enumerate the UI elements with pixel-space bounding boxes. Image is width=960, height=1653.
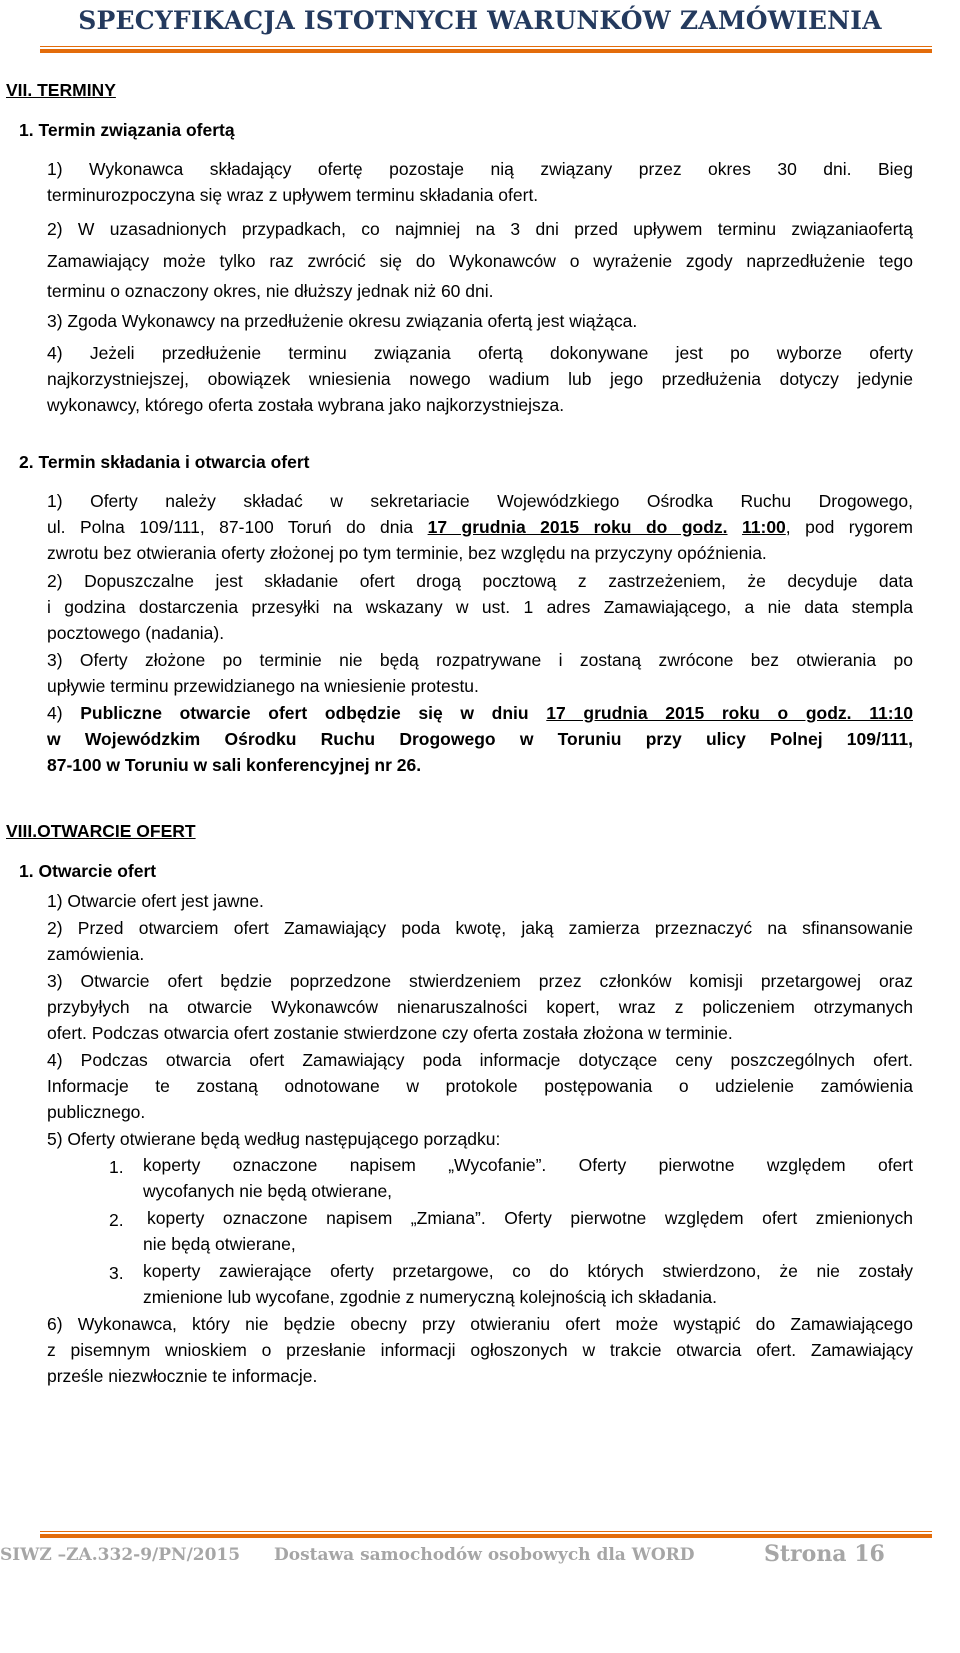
- paragraph-line-opening: [47, 700, 913, 727]
- subsection-heading-termin-skladania: 2. Termin składania i otwarcia ofert: [19, 452, 310, 472]
- footer-reference: SIWZ –ZA.332-9/PN/2015: [0, 1545, 241, 1565]
- paragraph-line: 6) Wykonawca, który nie będzie obecny przy otwieraniu ofert może wystąpić do Zamawiającego: [47, 1314, 913, 1334]
- paragraph-line: 2) W uzasadnionych przypadkach, co najmniej na 3 dni przed upływem terminu związaniaofertą: [47, 219, 913, 239]
- list-item-number: 3.: [109, 1263, 124, 1283]
- footer-rule-thin: [40, 1531, 932, 1532]
- paragraph-line: i godzina dostarczenia przesyłki na wskazany w ust. 1 adres Zamawiającego, a nie data stempla: [47, 597, 913, 617]
- paragraph-line: 2) Dopuszczalne jest składanie ofert drogą pocztową z zastrzeżeniem, że decyduje data: [47, 571, 913, 591]
- paragraph-line: terminurozpoczyna się wraz z upływem terminu składania ofert.: [47, 185, 539, 205]
- footer-page-number: Strona 16: [764, 1541, 885, 1567]
- paragraph-line: 3) Zgoda Wykonawcy na przedłużenie okresu związania ofertą jest wiążąca.: [47, 311, 638, 331]
- deadline-date: 17 grudnia 2015 roku do godz.: [427, 517, 728, 537]
- list-item-line: koperty oznaczone napisem „Wycofanie”. Oferty pierwotne względem ofert: [143, 1155, 913, 1175]
- text-run: ul. Polna 109/111, 87-100 Toruń do dnia: [47, 517, 428, 537]
- paragraph-line: najkorzystniejszej, obowiązek wniesienia nowego wadium lub jego przedłużenia dotyczy jedynie: [47, 369, 913, 389]
- list-item-line: koperty zawierające oferty przetargowe, co do których stwierdzono, że nie zostały: [143, 1261, 913, 1281]
- paragraph-line: 3) Oferty złożone po terminie nie będą rozpatrywane i zostaną zwrócone bez otwierania po: [47, 650, 913, 670]
- subsection-heading-otwarcie-ofert: 1. Otwarcie ofert: [19, 861, 157, 881]
- header-rule-thin: [40, 46, 932, 47]
- paragraph-line: Informacje te zostaną odnotowane w protokole postępowania o udzielenie zamówienia: [47, 1076, 913, 1096]
- paragraph-line: terminu o oznaczony okres, nie dłuższy jednak niż 60 dni.: [47, 281, 494, 301]
- text-run: [728, 517, 742, 537]
- footer-rule-thick: [40, 1534, 932, 1538]
- paragraph-line: 4) Jeżeli przedłużenie terminu związania ofertą dokonywane jest po wyborze oferty: [47, 343, 913, 363]
- list-item-line: zmienione lub wycofane, zgodnie z numeryczną kolejnością ich składania.: [143, 1287, 717, 1307]
- footer-subject: Dostawa samochodów osobowych dla WORD: [274, 1545, 695, 1565]
- paragraph-line-bold: w Wojewódzkim Ośrodku Ruchu Drogowego w Toruniu przy ulicy Polnej 109/111,: [47, 729, 913, 749]
- paragraph-line: przybyłych na otwarcie Wykonawców nienaruszalności kopert, wraz z policzeniem otrzymanych: [47, 997, 913, 1017]
- section-heading-otwarcie-ofert: VIII.OTWARCIE OFERT: [6, 821, 196, 841]
- paragraph-line: publicznego.: [47, 1102, 146, 1122]
- paragraph-line-deadline: [47, 514, 913, 541]
- paragraph-line: Zamawiający może tylko raz zwrócić się do Wykonawców o wyrażenie zgody naprzedłużenie tego: [47, 251, 913, 271]
- page-footer: [0, 1540, 960, 1580]
- deadline-time: 11:00: [742, 517, 786, 537]
- paragraph-line: 2) Przed otwarciem ofert Zamawiający poda kwotę, jaką zamierza przeznaczyć na sfinansowanie: [47, 918, 913, 938]
- section-heading-terminy: VII. TERMINY: [6, 80, 116, 100]
- list-item-line: koperty oznaczone napisem „Zmiana”. Oferty pierwotne względem ofert zmienionych: [147, 1208, 913, 1228]
- list-item-number: 1.: [109, 1157, 124, 1177]
- paragraph-line: z pisemnym wnioskiem o przesłanie informacji ogłoszonych w trakcie otwarcia ofert. Zamawiający: [47, 1340, 913, 1360]
- subsection-heading-termin-zwiazania: 1. Termin związania ofertą: [19, 120, 235, 140]
- paragraph-line: wykonawcy, którego oferta została wybrana jako najkorzystniejsza.: [47, 395, 565, 415]
- paragraph-line: 5) Oferty otwierane będą według następującego porządku:: [47, 1129, 501, 1149]
- header-rule-thick: [40, 49, 932, 53]
- list-item-line: wycofanych nie będą otwierane,: [143, 1181, 393, 1201]
- paragraph-line: ofert. Podczas otwarcia ofert zostanie stwierdzone czy oferta została złożona w terminie.: [47, 1023, 733, 1043]
- list-item-line: nie będą otwierane,: [143, 1234, 296, 1254]
- paragraph-line: 1) Otwarcie ofert jest jawne.: [47, 891, 264, 911]
- paragraph-line: zwrotu bez otwierania oferty złożonej po tym terminie, bez względu na przyczyny opóźnienia.: [47, 543, 767, 563]
- paragraph-line: upływie terminu przewidzianego na wniesienie protestu.: [47, 676, 479, 696]
- paragraph-line: pocztowego (nadania).: [47, 623, 225, 643]
- paragraph-line: prześle niezwłocznie te informacje.: [47, 1366, 318, 1386]
- text-run: 4): [47, 703, 81, 723]
- text-run-bold: Publiczne otwarcie ofert odbędzie się w dniu: [80, 703, 547, 723]
- text-run: , pod rygorem: [785, 517, 913, 537]
- opening-date: 17 grudnia 2015 roku o godz. 11:10: [546, 703, 913, 723]
- paragraph-line-bold: 87-100 w Toruniu w sali konferencyjnej nr 26.: [47, 755, 422, 775]
- paragraph-line: 4) Podczas otwarcia ofert Zamawiający poda informacje dotyczące ceny poszczególnych ofert.: [47, 1050, 913, 1070]
- paragraph-line: zamówienia.: [47, 944, 145, 964]
- list-item-number: 2.: [109, 1210, 124, 1230]
- paragraph-line: 3) Otwarcie ofert będzie poprzedzone stwierdzeniem przez członków komisji przetargowej oraz: [47, 971, 913, 991]
- paragraph-line: 1) Wykonawca składający ofertę pozostaje nią związany przez okres 30 dni. Bieg: [47, 159, 913, 179]
- paragraph-line: 1) Oferty należy składać w sekretariacie Wojewódzkiego Ośrodka Ruchu Drogowego,: [47, 491, 913, 511]
- page-header-title: SPECYFIKACJA ISTOTNYCH WARUNKÓW ZAMÓWIENIA: [78, 6, 882, 35]
